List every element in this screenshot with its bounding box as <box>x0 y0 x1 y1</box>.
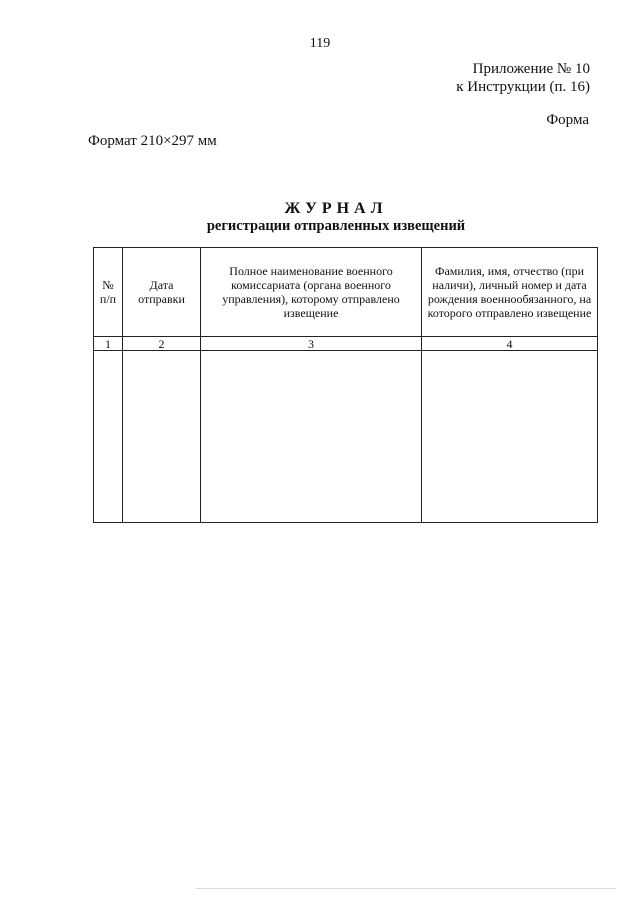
table-cell <box>94 351 123 523</box>
scan-edge-line <box>196 888 616 889</box>
column-header-date: Дата отправки <box>123 248 201 337</box>
table-cell <box>422 351 598 523</box>
table-cell <box>123 351 201 523</box>
appendix-line-1: Приложение № 10 <box>472 61 590 77</box>
column-number-row <box>94 337 598 351</box>
paper-format: Формат 210×297 мм <box>88 133 217 149</box>
column-number: 1 <box>94 337 123 351</box>
column-number: 4 <box>422 337 598 351</box>
appendix-reference <box>456 60 590 96</box>
column-number: 2 <box>123 337 201 351</box>
journal-table <box>93 247 598 523</box>
column-header-number: № п/п <box>94 248 123 337</box>
form-label: Форма <box>546 112 589 128</box>
document-title: ЖУРНАЛ <box>284 200 388 217</box>
table-header-row <box>94 248 598 337</box>
table-cell <box>201 351 422 523</box>
appendix-line-2: к Инструкции (п. 16) <box>456 79 590 95</box>
document-subtitle: регистрации отправленных извещений <box>206 218 466 234</box>
column-number: 3 <box>201 337 422 351</box>
page-number: 119 <box>309 36 331 51</box>
column-header-person: Фамилия, имя, отчество (при наличи), личный номер и дата рождения военнообязанного, на которого отправлено извещение <box>422 248 598 337</box>
column-header-commissariat: Полное наименование военного комиссариата (органа военного управления), которому отправлено извещение <box>201 248 422 337</box>
table-row <box>94 351 598 523</box>
